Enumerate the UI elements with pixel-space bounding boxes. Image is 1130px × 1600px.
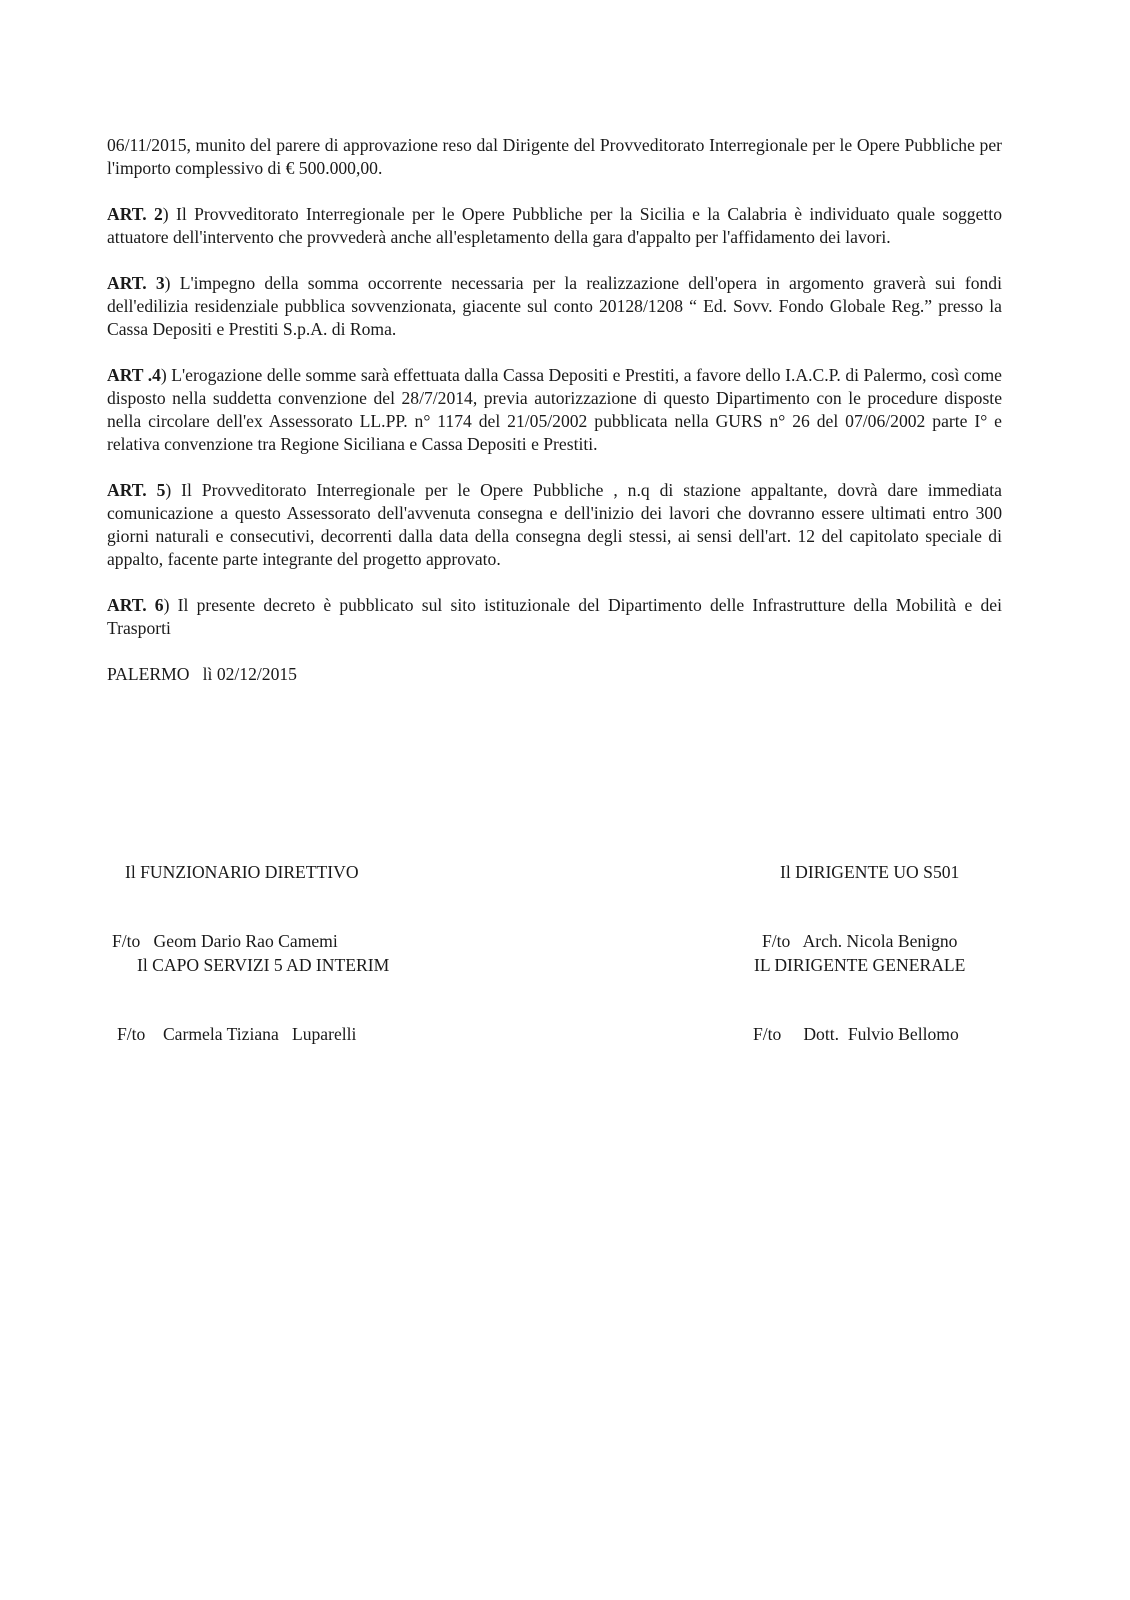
article-text: ) Il presente decreto è pubblicato sul sito istituzionale del Dipartimento delle Infrastrutture della Mobilità e dei Trasporti — [107, 595, 1002, 638]
signature-title: Il CAPO SERVIZI 5 AD INTERIM — [137, 955, 390, 975]
document-body — [107, 134, 1002, 709]
article-4 — [107, 364, 1002, 456]
article-label: ART. 3 — [107, 273, 165, 293]
article-text: ) L'impegno della somma occorrente necessaria per la realizzazione dell'opera in argomento graverà sui fondi dell'edilizia residenziale pubblica sovvenzionata, giacente sul conto 20128/1208 “ Ed. Sovv. Fondo Globale Reg.” presso la Cassa Depositi e Prestiti S.p.A. di Roma. — [107, 273, 1002, 339]
intro-paragraph: 06/11/2015, munito del parere di approvazione reso dal Dirigente del Provveditorato Interregionale per le Opere Pubbliche per l'importo complessivo di € 500.000,00. — [107, 135, 1002, 178]
signature-name: F/to Dott. Fulvio Bellomo — [753, 1024, 959, 1044]
signature-title: Il DIRIGENTE UO S501 — [780, 862, 960, 882]
article-3 — [107, 272, 1002, 341]
signature-name: F/to Geom Dario Rao Camemi — [112, 931, 338, 951]
signature-dirigente-generale — [753, 908, 965, 1092]
signature-title: IL DIRIGENTE GENERALE — [754, 955, 966, 975]
article-text: ) Il Provveditorato Interregionale per le Opere Pubbliche , n.q di stazione appaltante, dovrà dare immediata comunicazione a questo Assessorato dell'avvenuta consegna e dell'inizio dei lavori che dovranno essere ultimati entro 300 giorni naturali e consecutivi, decorrenti dalla data della consegna degli stessi, ai sensi dell'art. 12 del capitolato speciale di appalto, facente parte integrante del progetto approvato. — [107, 480, 1002, 569]
article-label: ART. 2 — [107, 204, 163, 224]
place-date: PALERMO lì 02/12/2015 — [107, 664, 297, 684]
signature-title: Il FUNZIONARIO DIRETTIVO — [125, 862, 359, 882]
signature-capo-servizi — [117, 908, 389, 1092]
signature-name: F/to Carmela Tiziana Luparelli — [117, 1024, 357, 1044]
article-label: ART .4 — [107, 365, 161, 385]
signature-name: F/to Arch. Nicola Benigno — [762, 931, 958, 951]
article-label: ART. 6 — [107, 595, 164, 615]
article-6 — [107, 594, 1002, 640]
article-text: ) L'erogazione delle somme sarà effettuata dalla Cassa Depositi e Prestiti, a favore dello I.A.C.P. di Palermo, così come disposto nella suddetta convenzione del 28/7/2014, previa autorizzazione di questo Dipartimento con le procedure disposte nella circolare dell'ex Assessorato LL.PP. n° 1174 del 21/05/2002 pubblicata nella GURS n° 26 del 07/06/2002 parte I° e relativa convenzione tra Regione Siciliana e Cassa Depositi e Prestiti. — [107, 365, 1002, 454]
article-label: ART. 5 — [107, 480, 166, 500]
article-5 — [107, 479, 1002, 571]
article-text: ) Il Provveditorato Interregionale per le Opere Pubbliche per la Sicilia e la Calabria è individuato quale soggetto attuatore dell'intervento che provvederà anche all'espletamento della gara d'appalto per l'affidamento dei lavori. — [107, 204, 1002, 247]
article-2 — [107, 203, 1002, 249]
